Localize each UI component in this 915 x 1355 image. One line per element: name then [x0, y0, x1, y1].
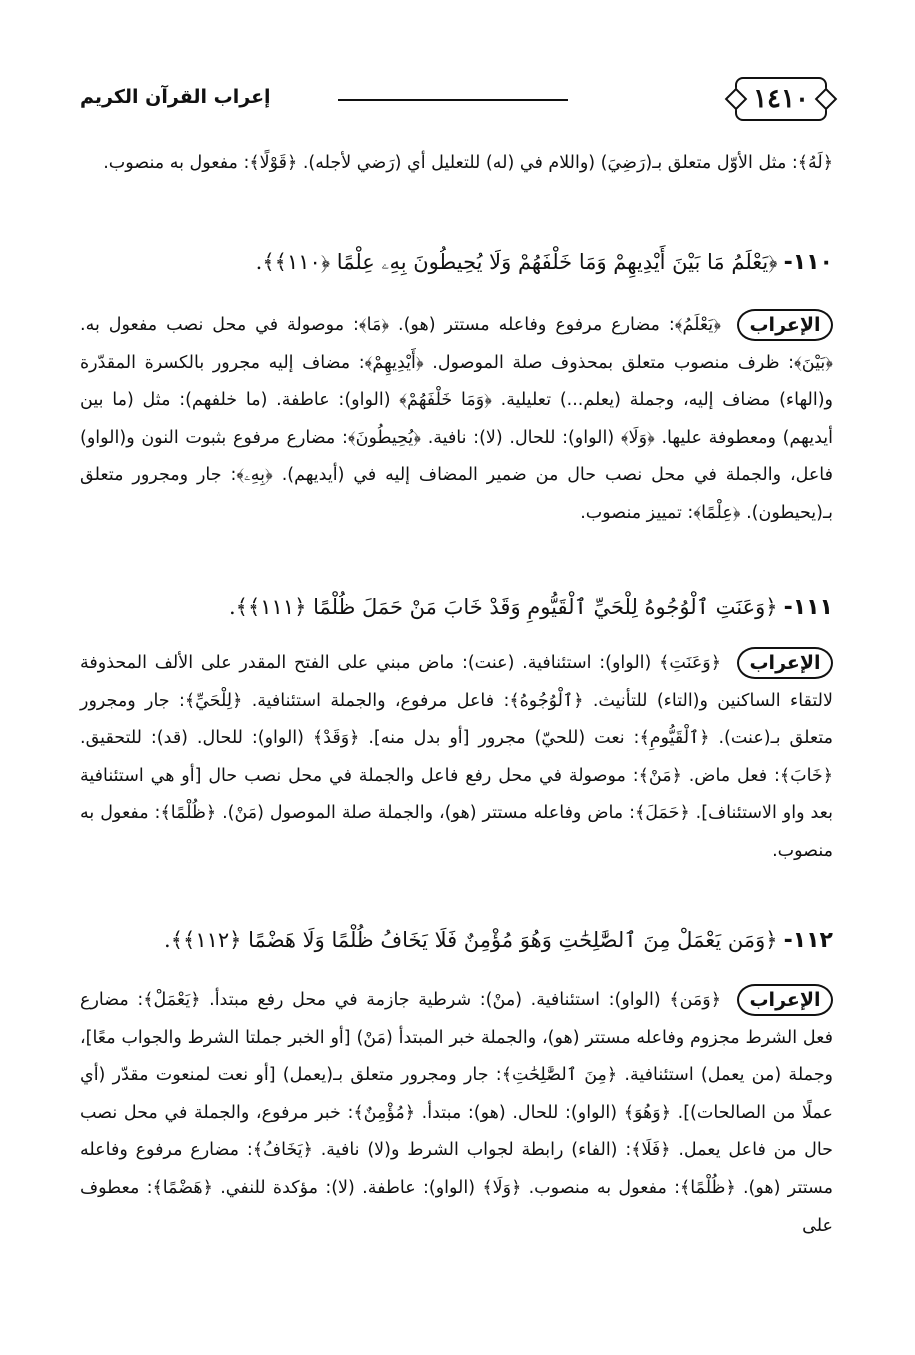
irab-section-111	[80, 645, 833, 871]
irab-label: الإعراب	[737, 647, 833, 679]
verse-text: ﴿يَعْلَمُ مَا بَيْنَ أَيْدِيهِمْ وَمَا خَلْفَهُمْ وَلَا يُحِيطُونَ بِهِۦ عِلْمًا ﴿١١٠﴾﴾.	[255, 250, 778, 274]
verse-number: ١١٢-	[783, 928, 833, 953]
verse-text: ﴿وَعَنَتِ ٱلْوُجُوهُ لِلْحَيِّ ٱلْقَيُّومِ وَقَدْ خَابَ مَنْ حَمَلَ ظُلْمًا ﴿١١١﴾﴾.	[228, 595, 778, 619]
irab-section-112	[80, 982, 833, 1245]
irab-text: ﴿يَعْلَمُ﴾: مضارع مرفوع وفاعله مستتر (هو). ﴿مَا﴾: موصولة في محل نصب مفعول به. ﴿بَيْنَ﴾: ظرف منصوب متعلق بمحذوف صلة الموصول. ﴿أَيْدِيهِمْ﴾: مضاف إليه مجرور بالكسرة المقدّرة و(الهاء) مضاف إليه، وجملة (يعلم...) تعليلية. ﴿وَمَا خَلْفَهُمْ﴾ (الواو): عاطفة. (ما خلفهم): مثل (ما بين أيديهم) ومعطوفة عليها. ﴿وَلَا﴾ (الواو): للحال. (لا): نافية. ﴿يُحِيطُونَ﴾: مضارع مرفوع بثبوت النون و(الواو) فاعل، والجملة في محل نصب حال من ضمير المضاف إليه في (أيديهم). ﴿بِهِۦ﴾: جار ومجرور متعلق بـ(يحيطون). ﴿عِلْمًا﴾: تمييز منصوب.	[80, 315, 833, 523]
verse-111	[80, 587, 833, 628]
irab-text: ﴿وَعَنَتِ﴾ (الواو): استئنافية. (عنت): ماض مبني على الفتح المقدر على الألف المحذوفة لالتقاء الساكنين و(التاء) للتأنيث. ﴿ٱلْوُجُوهُ﴾: فاعل مرفوع، والجملة استئنافية. ﴿لِلْحَيِّ﴾: جار ومجرور متعلق بـ(عنت). ﴿ٱلْقَيُّومِ﴾: نعت (للحيّ) مجرور [أو بدل منه]. ﴿وَقَدْ﴾ (الواو): للحال. (قد): للتحقيق. ﴿خَابَ﴾: فعل ماض. ﴿مَنْ﴾: موصولة في محل رفع فاعل والجملة في محل نصب حال [أو هي استئنافية بعد واو الاستئناف]. ﴿حَمَلَ﴾: ماض وفاعله مستتر (هو)، والجملة صلة الموصول (مَنْ). ﴿ظُلْمًا﴾: مفعول به منصوب.	[80, 653, 833, 861]
irab-label: الإعراب	[737, 984, 833, 1016]
verse-112	[80, 920, 833, 961]
verse-number: ١١١-	[783, 595, 833, 620]
verse-number: ١١٠-	[783, 250, 833, 275]
verse-110	[80, 242, 833, 283]
irab-text: ﴿وَمَن﴾ (الواو): استئنافية. (منْ): شرطية جازمة في محل رفع مبتدأ. ﴿يَعْمَلْ﴾: مضارع فعل الشرط مجزوم وفاعله مستتر (هو)، والجملة خبر المبتدأ (مَنْ) [أو الخبر جملتا الشرط والجواب معًا]، وجملة (من يعمل) استئنافية. ﴿مِنَ ٱلصَّٰلِحَٰتِ﴾: جار ومجرور متعلق بـ(يعمل) [أو نعت لمنعوت مقدّر (أي عملًا من الصالحات)]. ﴿وَهُوَ﴾ (الواو): للحال. (هو): مبتدأ. ﴿مُؤْمِنٌ﴾: خبر مرفوع، والجملة في محل نصب حال من فاعل يعمل. ﴿فَلَا﴾: (الفاء) رابطة لجواب الشرط و(لا) نافية. ﴿يَخَافُ﴾: مضارع مرفوع وفاعله مستتر (هو). ﴿ظُلْمًا﴾: مفعول به منصوب. ﴿وَلَا﴾ (الواو): عاطفة. (لا): مؤكدة للنفي. ﴿هَضْمًا﴾: معطوف على	[80, 990, 833, 1236]
header-rule	[338, 99, 568, 101]
book-title: إعراب القرآن الكريم	[80, 86, 271, 108]
verse-text: ﴿وَمَن يَعْمَلْ مِنَ ٱلصَّٰلِحَٰتِ وَهُوَ مُؤْمِنٌ فَلَا يَخَافُ ظُلْمًا وَلَا هَضْمًا ﴿١١٢﴾﴾.	[164, 928, 778, 952]
page-number: ١٤١٠	[735, 77, 827, 121]
irab-label: الإعراب	[737, 309, 833, 341]
irab-section-110	[80, 307, 833, 533]
intro-paragraph: ﴿لَهُ﴾: مثل الأوّل متعلق بـ(رَضِيَ) (واللام في (له) للتعليل أي (رَضي لأجله). ﴿قَوْلًا﴾: مفعول به منصوب.	[103, 153, 833, 173]
